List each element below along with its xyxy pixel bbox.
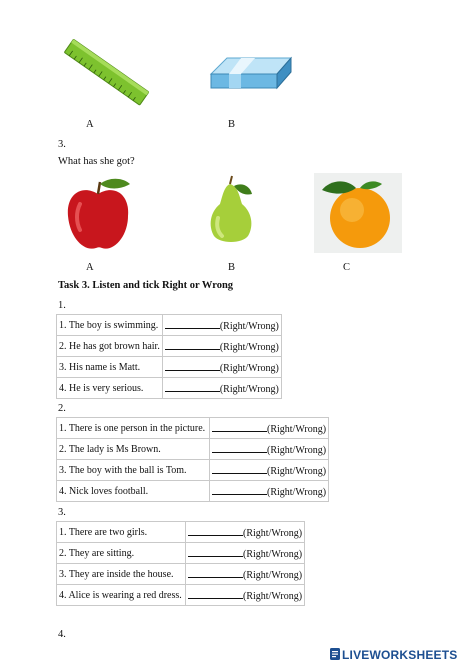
statement-text: 4. He is very serious. bbox=[57, 378, 163, 399]
statement-text: 3. His name is Matt. bbox=[57, 357, 163, 378]
answer-options: (Right/Wrong) bbox=[267, 465, 327, 477]
answer-options: (Right/Wrong) bbox=[219, 383, 279, 395]
table-row bbox=[57, 357, 282, 378]
answer-cell[interactable] bbox=[210, 460, 329, 481]
table-row bbox=[57, 315, 282, 336]
pear-image bbox=[202, 174, 262, 246]
table-row bbox=[57, 378, 282, 399]
table-row bbox=[57, 543, 305, 564]
statement-text: 4. Nick loves football. bbox=[57, 481, 210, 502]
statement-text: 2. They are sitting. bbox=[57, 543, 186, 564]
part-number-3: 3. bbox=[58, 507, 66, 518]
table-row bbox=[57, 585, 305, 606]
answer-blank[interactable] bbox=[188, 568, 243, 578]
answer-cell[interactable] bbox=[162, 336, 281, 357]
answer-options: (Right/Wrong) bbox=[243, 590, 303, 602]
answer-blank[interactable] bbox=[188, 526, 243, 536]
eraser-image bbox=[207, 52, 297, 94]
answer-blank[interactable] bbox=[188, 589, 243, 599]
part-number-4: 4. bbox=[58, 629, 66, 640]
answer-cell[interactable] bbox=[210, 481, 329, 502]
part-number-2: 2. bbox=[58, 403, 66, 414]
answer-blank[interactable] bbox=[212, 485, 267, 495]
answer-blank[interactable] bbox=[165, 361, 220, 371]
answer-cell[interactable] bbox=[162, 378, 281, 399]
answer-cell[interactable] bbox=[186, 543, 305, 564]
task-title: Task 3. Listen and tick Right or Wrong bbox=[58, 280, 234, 291]
answer-cell[interactable] bbox=[162, 315, 281, 336]
table-row bbox=[57, 481, 329, 502]
answer-options: (Right/Wrong) bbox=[243, 569, 303, 581]
footer-brand[interactable]: LIVEWORKSHEETS bbox=[342, 648, 458, 662]
answer-blank[interactable] bbox=[212, 464, 267, 474]
orange-image bbox=[316, 174, 400, 252]
table-row bbox=[57, 460, 329, 481]
statement-text: 1. There is one person in the picture. bbox=[57, 418, 210, 439]
statement-text: 4. Alice is wearing a red dress. bbox=[57, 585, 186, 606]
answer-options: (Right/Wrong) bbox=[243, 548, 303, 560]
statement-table-1 bbox=[56, 314, 282, 399]
option-label-b-q2: B bbox=[228, 119, 236, 130]
question-number-3: 3. bbox=[58, 139, 66, 150]
table-row bbox=[57, 564, 305, 585]
answer-options: (Right/Wrong) bbox=[219, 362, 279, 374]
statement-text: 2. He has got brown hair. bbox=[57, 336, 163, 357]
statement-table-3 bbox=[56, 521, 305, 606]
answer-cell[interactable] bbox=[186, 564, 305, 585]
answer-options: (Right/Wrong) bbox=[219, 341, 279, 353]
option-label-a-q2: A bbox=[86, 119, 94, 130]
ruler-image bbox=[58, 38, 154, 108]
answer-options: (Right/Wrong) bbox=[267, 486, 327, 498]
liveworksheets-logo-icon bbox=[330, 648, 340, 660]
option-label-b-q3: B bbox=[228, 262, 236, 273]
table-row bbox=[57, 439, 329, 460]
statement-text: 2. The lady is Ms Brown. bbox=[57, 439, 210, 460]
statement-text: 3. They are inside the house. bbox=[57, 564, 186, 585]
answer-cell[interactable] bbox=[162, 357, 281, 378]
answer-blank[interactable] bbox=[165, 340, 220, 350]
apple-image bbox=[62, 174, 134, 254]
answer-blank[interactable] bbox=[188, 547, 243, 557]
answer-options: (Right/Wrong) bbox=[243, 527, 303, 539]
answer-blank[interactable] bbox=[212, 443, 267, 453]
statement-text: 3. The boy with the ball is Tom. bbox=[57, 460, 210, 481]
table-row bbox=[57, 418, 329, 439]
answer-blank[interactable] bbox=[212, 422, 267, 432]
answer-cell[interactable] bbox=[210, 439, 329, 460]
answer-cell[interactable] bbox=[186, 585, 305, 606]
answer-cell[interactable] bbox=[210, 418, 329, 439]
answer-options: (Right/Wrong) bbox=[267, 423, 327, 435]
answer-options: (Right/Wrong) bbox=[219, 320, 279, 332]
question-text: What has she got? bbox=[58, 156, 135, 167]
table-row bbox=[57, 522, 305, 543]
statement-text: 1. There are two girls. bbox=[57, 522, 186, 543]
answer-blank[interactable] bbox=[165, 319, 220, 329]
option-label-c-q3: C bbox=[343, 262, 351, 273]
answer-cell[interactable] bbox=[186, 522, 305, 543]
answer-blank[interactable] bbox=[165, 382, 220, 392]
statement-text: 1. The boy is swimming. bbox=[57, 315, 163, 336]
option-label-a-q3: A bbox=[86, 262, 94, 273]
answer-options: (Right/Wrong) bbox=[267, 444, 327, 456]
statement-table-2 bbox=[56, 417, 329, 502]
part-number-1: 1. bbox=[58, 300, 66, 311]
table-row bbox=[57, 336, 282, 357]
